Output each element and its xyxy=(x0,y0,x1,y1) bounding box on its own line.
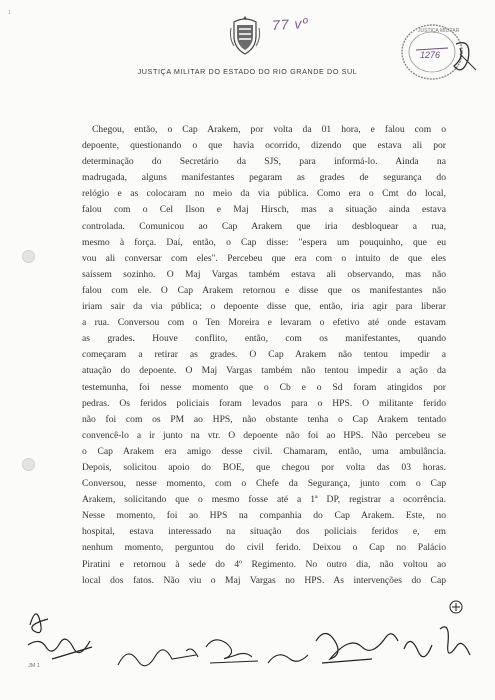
body-line: pedras. Os feridos policiais foram levados para o HPS. O militante ferido xyxy=(82,397,446,409)
signature-left xyxy=(28,614,92,659)
signature-4 xyxy=(268,655,308,663)
body-line: vou ali conversar com eles". Percebeu que era com o intuito de que eles xyxy=(82,252,446,264)
court-stamp xyxy=(398,14,482,94)
body-line: relógio e as colocaram no meio da via pública. Como era o Cmt do local, xyxy=(82,188,446,200)
body-line: depoente, questionando o que havia ocorrido, dizendo que estava ali por xyxy=(82,140,446,152)
body-line: saíssem sozinho. O Maj Vargas também estava ali observando, mas não xyxy=(82,268,446,280)
body-line: falou com o Cel Ilson e Maj Hirsch, mas a situação ainda estava xyxy=(82,204,446,216)
stamp-number: 1276 xyxy=(420,50,441,60)
body-line: Arakem, solicitando que o mesmo fosse até a 1ª DP, registrar a ocorrência. xyxy=(82,494,446,506)
signature-2 xyxy=(118,649,198,666)
footer-mark: JM 1 xyxy=(28,663,40,669)
body-line: determinação do Secretário da SJS, para informá-lo. Ainda na xyxy=(82,156,446,168)
body-line: madrugada, alguns manifestantes pegaram as grades de segurança do xyxy=(82,172,446,184)
body-line: Depois, solicitou apoio do BOE, que chegou por volta das 03 horas. xyxy=(82,461,446,473)
body-line: iriam sair da via pública; o depoente disse que, então, iria agir para liberar xyxy=(82,301,446,313)
coat-of-arms-icon xyxy=(228,14,262,56)
signature-3 xyxy=(206,640,258,663)
body-line: não foi com os PM ao HPS, não obstante tenha o Cap Arakem tentado xyxy=(82,413,446,425)
institution-header: JUSTIÇA MILITAR DO ESTADO DO RIO GRANDE DO SUL xyxy=(137,67,358,76)
body-line: falou com ele. O Cap Arakem retornou e disse que os manifestantes não xyxy=(82,284,446,296)
body-line: as grades. Houve conflito, então, com os manifestantes, quando xyxy=(82,333,446,345)
body-line: atuação do depoente. O Maj Vargas também não tentou impedir a ação da xyxy=(82,365,446,377)
folio-number: 77 vº xyxy=(271,14,310,34)
punch-hole-bottom xyxy=(22,458,35,471)
body-line: local dos fatos. Não viu o Maj Vargas no HPS. As intervenções do Cap xyxy=(82,574,446,586)
body-line: começaram a retirar as grades. O Cap Arakem não tentou impedir a xyxy=(82,349,446,361)
testimony-body xyxy=(82,122,446,589)
signature-5 xyxy=(316,633,398,663)
body-line: controlada. Comunicou ao Cap Arakem que iria desbloquear a rua, xyxy=(82,220,446,232)
body-line: Conversou, nesse momento, com o Chefe da Segurança, junto com o Cap xyxy=(82,478,446,490)
body-line: hospital, estava interessado na situação dos policiais feridos e, em xyxy=(82,526,446,538)
signature-6 xyxy=(404,627,470,657)
body-line: Chegou, então, o Cap Arakem, por volta da 01 hora, e falou com o xyxy=(92,124,446,135)
initials-mark xyxy=(450,601,462,613)
stamp-top-text: JUSTIÇA MILITAR xyxy=(418,28,460,34)
body-line: mesmo à força. Daí, então, o Cap disse: "espera um pouquinho, que eu xyxy=(82,236,446,248)
signatures-area xyxy=(0,585,495,700)
body-line: Nesse momento, foi ao HPS na companhia do Cap Arakem. Este, no xyxy=(82,510,446,522)
body-line: Piratini e retornou à sede do 4º Regimento. No outro dia, não voltou ao xyxy=(82,558,446,570)
body-line: nenhum momento, perguntou do civil ferido. Deixou o Cap no Palácio xyxy=(82,542,446,554)
body-line: o Cap Arakem era amigo desse civil. Chamaram, então, uma ambulância. xyxy=(82,445,446,457)
body-line: testemunha, foi nesse momento que o Cb e o Sd foram atingidos por xyxy=(82,381,446,393)
punch-hole-top xyxy=(22,250,35,263)
body-line: convencê-lo a ir junto na vtr. O depoente não foi ao HPS. Não percebeu se xyxy=(82,429,446,441)
body-line: a rua. Conversou com o Ten Moreira e levaram o efetivo até onde estavam xyxy=(82,317,446,329)
margin-mark: 1 xyxy=(8,10,11,16)
